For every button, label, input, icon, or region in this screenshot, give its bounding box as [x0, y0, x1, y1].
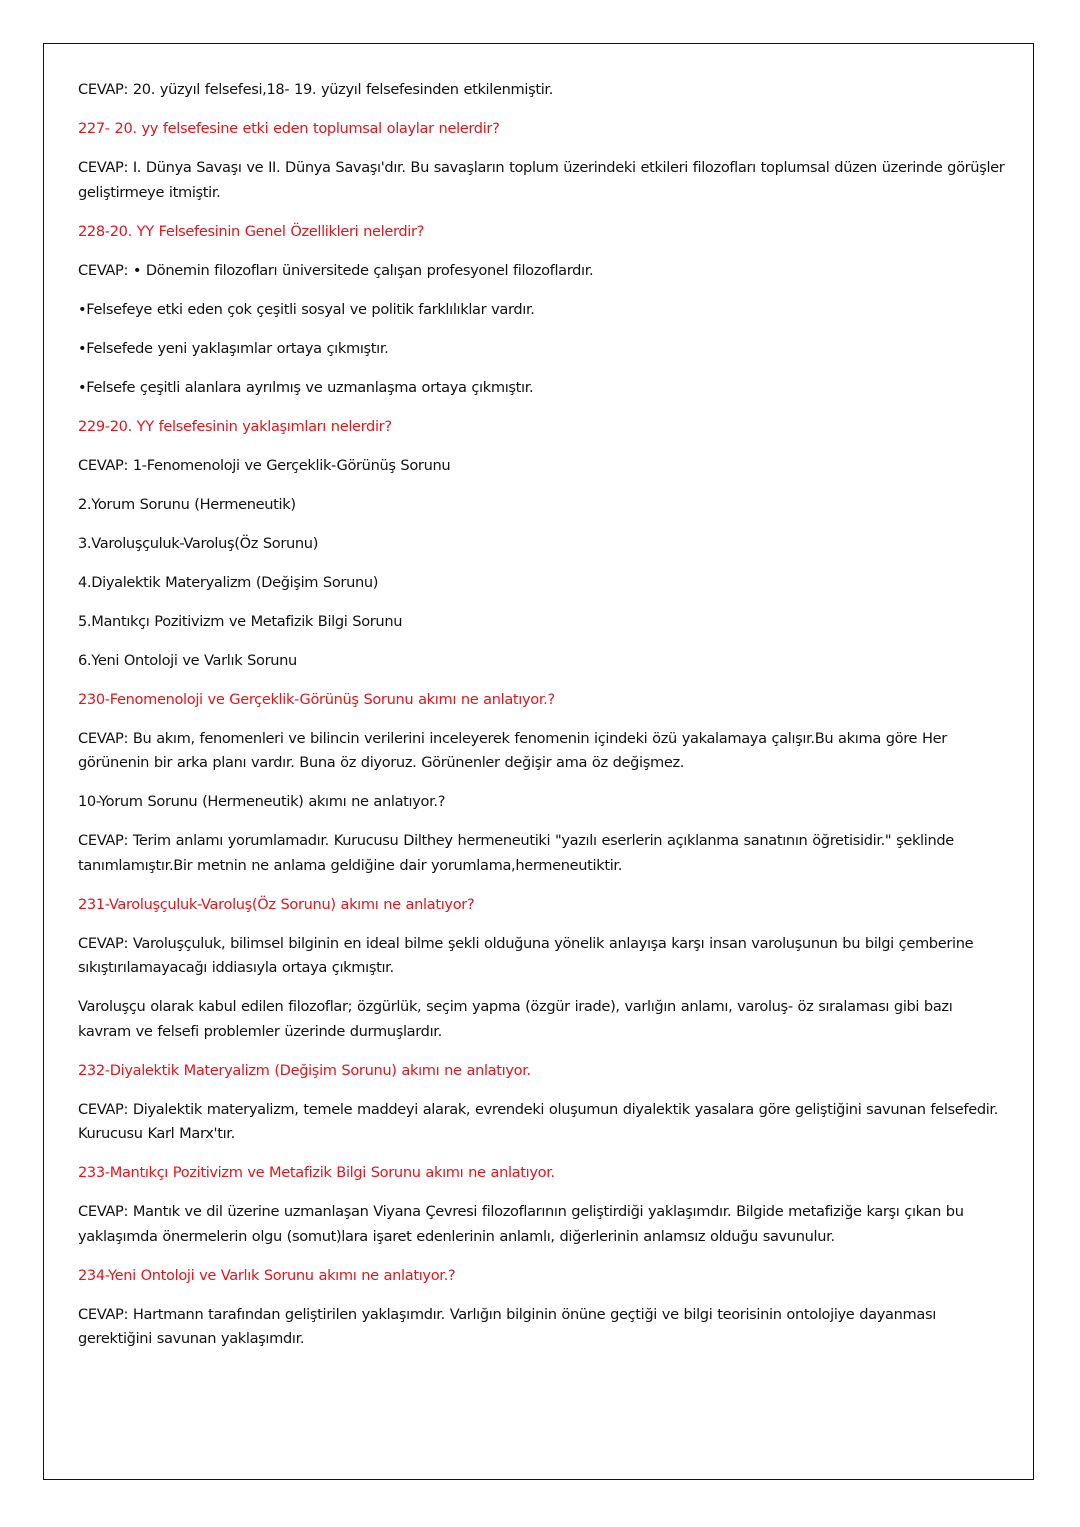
- bullet-item: •Felsefede yeni yaklaşımlar ortaya çıkmıştır.: [78, 339, 389, 357]
- answer-text: CEVAP: Hartmann tarafından geliştirilen yaklaşımdır. Varlığın bilginin önüne geçtiği ve bilgi teorisinin ontolojiye dayanması gerektiğini savunan yaklaşımdır.: [78, 1305, 936, 1347]
- document-body: [78, 78, 1008, 1366]
- answer-text: Varoluşçu olarak kabul edilen filozoflar; özgürlük, seçim yapma (özgür irade), varlığın anlamı, varoluş- öz sıralaması gibi bazı kavram ve felsefi problemler üzerinde durmuşlardır.: [78, 998, 953, 1040]
- answer-text: CEVAP: Terim anlamı yorumlamadır. Kurucusu Dilthey hermeneutiki "yazılı eserlerin açıklanma sanatının öğretisidir." şeklinde tanımlamıştır.Bir metnin ne anlama geldiğine dair yorumlama,hermeneutiktir.: [78, 832, 954, 874]
- question-heading: 232-Diyalektik Materyalizm (Değişim Sorunu) akımı ne anlatıyor.: [78, 1061, 531, 1079]
- answer-text: CEVAP: Diyalektik materyalizm, temele maddeyi alarak, evrendeki oluşumun diyalektik yasalara göre geliştiğini savunan felsefedir. Kurucusu Karl Marx'tır.: [78, 1100, 999, 1142]
- answer-text: CEVAP: Varoluşçuluk, bilimsel bilginin en ideal bilme şekli olduğuna yönelik anlayışa karşı insan varoluşunun bu bilgi çemberine sıkıştırılamayacağı iddiasıyla ortaya çıkmıştır.: [78, 934, 974, 976]
- list-item: 4.Diyalektik Materyalizm (Değişim Sorunu): [78, 573, 379, 591]
- list-item: 3.Varoluşçuluk-Varoluş(Öz Sorunu): [78, 534, 319, 552]
- bullet-item: •Felsefe çeşitli alanlara ayrılmış ve uzmanlaşma ortaya çıkmıştır.: [78, 378, 534, 396]
- question-heading: 230-Fenomenoloji ve Gerçeklik-Görünüş Sorunu akımı ne anlatıyor.?: [78, 690, 555, 708]
- question-heading: 233-Mantıkçı Pozitivizm ve Metafizik Bilgi Sorunu akımı ne anlatıyor.: [78, 1164, 555, 1181]
- question-heading: 229-20. YY felsefesinin yaklaşımları nelerdir?: [78, 417, 392, 435]
- answer-text: CEVAP: • Dönemin filozofları üniversitede çalışan profesyonel filozoflardır.: [78, 261, 594, 279]
- answer-text: CEVAP: 20. yüzyıl felsefesi,18- 19. yüzyıl felsefesinden etkilenmiştir.: [78, 81, 553, 98]
- bullet-item: •Felsefeye etki eden çok çeşitli sosyal ve politik farklılıklar vardır.: [78, 300, 535, 318]
- answer-text: CEVAP: I. Dünya Savaşı ve II. Dünya Savaşı'dır. Bu savaşların toplum üzerindeki etkileri filozofları toplumsal düzen üzerinde görüşler geliştirmeye itmiştir.: [78, 159, 1005, 201]
- sub-question-text: 10-Yorum Sorunu (Hermeneutik) akımı ne anlatıyor.?: [78, 793, 446, 810]
- question-heading: 228-20. YY Felsefesinin Genel Özellikleri nelerdir?: [78, 222, 425, 240]
- list-item: 5.Mantıkçı Pozitivizm ve Metafizik Bilgi Sorunu: [78, 612, 403, 630]
- question-heading: 231-Varoluşçuluk-Varoluş(Öz Sorunu) akımı ne anlatıyor?: [78, 895, 475, 913]
- list-item: 6.Yeni Ontoloji ve Varlık Sorunu: [78, 651, 297, 669]
- question-heading: 234-Yeni Ontoloji ve Varlık Sorunu akımı ne anlatıyor.?: [78, 1266, 456, 1284]
- answer-text: CEVAP: 1-Fenomenoloji ve Gerçeklik-Görünüş Sorunu: [78, 456, 451, 474]
- answer-text: CEVAP: Mantık ve dil üzerine uzmanlaşan Viyana Çevresi filozoflarının geliştirdiği yaklaşımdır. Bilgide metafiziğe karşı çıkan bu yaklaşımda önermelerin olgu (somut)lara işaret edenlerinin anlamlı, diğerlerinin anlamsız olduğu savunulur.: [78, 1203, 964, 1245]
- list-item: 2.Yorum Sorunu (Hermeneutik): [78, 495, 296, 513]
- question-heading: 227- 20. yy felsefesine etki eden toplumsal olaylar nelerdir?: [78, 120, 500, 137]
- answer-text: CEVAP: Bu akım, fenomenleri ve bilincin verilerini inceleyerek fenomenin içindeki özü yakalamaya çalışır.Bu akıma göre Her görünenin bir arka planı vardır. Buna öz diyoruz. Görünenler değişir ama öz değişmez.: [78, 729, 947, 771]
